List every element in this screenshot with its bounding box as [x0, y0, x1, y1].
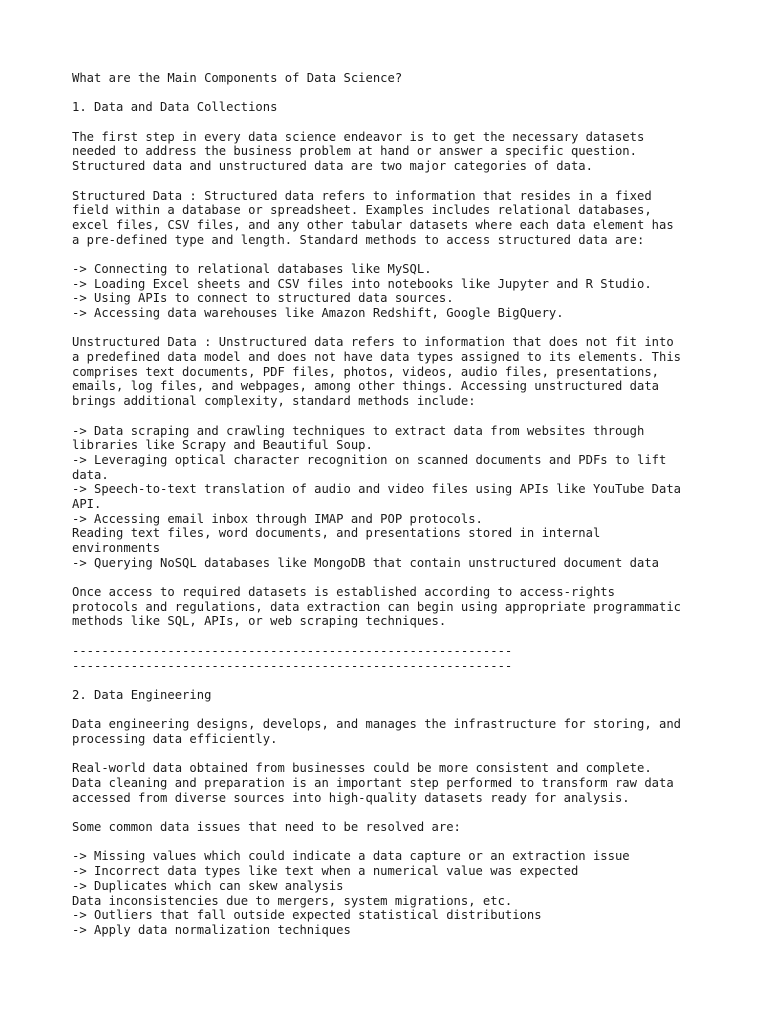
divider-line: ------------------------------------------------------------: [72, 643, 513, 658]
data-issues-list: [72, 849, 732, 937]
unstructured-methods-list: [72, 424, 732, 571]
document-title: What are the Main Components of Data Science?: [72, 71, 403, 85]
text-line: processing data efficiently.: [72, 731, 278, 746]
list-item: -> Accessing email inbox through IMAP and POP protocols.: [72, 511, 483, 526]
unstructured-data-paragraph: [72, 335, 732, 408]
text-line: Data engineering designs, develops, and manages the infrastructure for storing, and: [72, 717, 682, 732]
blank-line: [72, 747, 732, 762]
section-2-intro-paragraph: [72, 717, 732, 746]
real-world-data-paragraph: [72, 761, 732, 805]
section-1-closing-paragraph: [72, 585, 732, 629]
text-line: comprises text documents, PDF files, photos, videos, audio files, presentations,: [72, 364, 659, 379]
list-item: -> Speech-to-text translation of audio and video files using APIs like YouTube Data: [72, 482, 682, 497]
blank-line: [72, 174, 732, 189]
blank-line: [72, 629, 732, 644]
blank-line: [72, 673, 732, 688]
text-line: needed to address the business problem at hand or answer a specific question.: [72, 144, 637, 159]
list-item: -> Incorrect data types like text when a numerical value was expected: [72, 864, 579, 879]
text-line: emails, log files, and webpages, among other things. Accessing unstructured data: [72, 379, 659, 394]
blank-line: [72, 115, 732, 130]
structured-methods-list: [72, 262, 732, 321]
blank-line: [72, 805, 732, 820]
text-line: a pre-defined type and length. Standard methods to access structured data are:: [72, 232, 645, 247]
list-item: -> Accessing data warehouses like Amazon Redshift, Google BigQuery.: [72, 306, 564, 320]
text-line: The first step in every data science endeavor is to get the necessary datasets: [72, 129, 645, 144]
blank-line: [72, 247, 732, 262]
document-page: [72, 71, 732, 938]
list-item: -> Using APIs to connect to structured data sources.: [72, 291, 454, 306]
list-item: libraries like Scrapy and Beautiful Soup.: [72, 438, 373, 453]
text-line: Structured data and unstructured data are two major categories of data.: [72, 159, 593, 174]
list-item: -> Querying NoSQL databases like MongoDB that contain unstructured document data: [72, 555, 659, 570]
section-2-heading: 2. Data Engineering: [72, 687, 212, 702]
blank-line: [72, 570, 732, 585]
section-1-heading: 1. Data and Data Collections: [72, 100, 278, 115]
section-divider: [72, 644, 732, 673]
divider-line: ------------------------------------------------------------: [72, 658, 513, 673]
text-line: protocols and regulations, data extraction can begin using appropriate programmatic: [72, 599, 682, 614]
list-item: Reading text files, word documents, and presentations stored in internal: [72, 526, 601, 541]
list-item: -> Connecting to relational databases like MySQL.: [72, 261, 432, 276]
text-line: Structured Data : Structured data refers to information that resides in a fixed: [72, 188, 652, 203]
issues-intro: Some common data issues that need to be resolved are:: [72, 820, 461, 835]
blank-line: [72, 409, 732, 424]
list-item: -> Duplicates which can skew analysis: [72, 878, 344, 893]
blank-line: [72, 321, 732, 336]
list-item: -> Outliers that fall outside expected statistical distributions: [72, 908, 542, 923]
text-line: Real-world data obtained from businesses could be more consistent and complete.: [72, 761, 652, 776]
list-item: -> Data scraping and crawling techniques to extract data from websites through: [72, 423, 645, 438]
blank-line: [72, 703, 732, 718]
text-line: Once access to required datasets is established according to access-rights: [72, 585, 615, 600]
text-line: brings additional complexity, standard methods include:: [72, 394, 476, 409]
text-line: field within a database or spreadsheet. Examples includes relational databases,: [72, 203, 652, 218]
text-line: excel files, CSV files, and any other tabular datasets where each data element has: [72, 217, 674, 232]
list-item: -> Loading Excel sheets and CSV files into notebooks like Jupyter and R Studio.: [72, 276, 652, 291]
text-line: a predefined data model and does not have data types assigned to its elements. This: [72, 350, 682, 365]
structured-data-paragraph: [72, 189, 732, 248]
list-item: Data inconsistencies due to mergers, system migrations, etc.: [72, 893, 513, 908]
section-1-intro-paragraph: [72, 130, 732, 174]
list-item: API.: [72, 496, 102, 511]
list-item: data.: [72, 467, 109, 482]
text-line: Unstructured Data : Unstructured data refers to information that does not fit into: [72, 335, 674, 350]
list-item: -> Apply data normalization techniques: [72, 922, 351, 937]
text-line: Data cleaning and preparation is an important step performed to transform raw data: [72, 776, 674, 790]
text-line: accessed from diverse sources into high-quality datasets ready for analysis.: [72, 790, 630, 805]
list-item: environments: [72, 541, 161, 555]
blank-line: [72, 86, 732, 101]
list-item: -> Leveraging optical character recognition on scanned documents and PDFs to lift: [72, 452, 667, 467]
text-line: methods like SQL, APIs, or web scraping techniques.: [72, 614, 447, 629]
list-item: -> Missing values which could indicate a data capture or an extraction issue: [72, 849, 630, 864]
blank-line: [72, 835, 732, 850]
